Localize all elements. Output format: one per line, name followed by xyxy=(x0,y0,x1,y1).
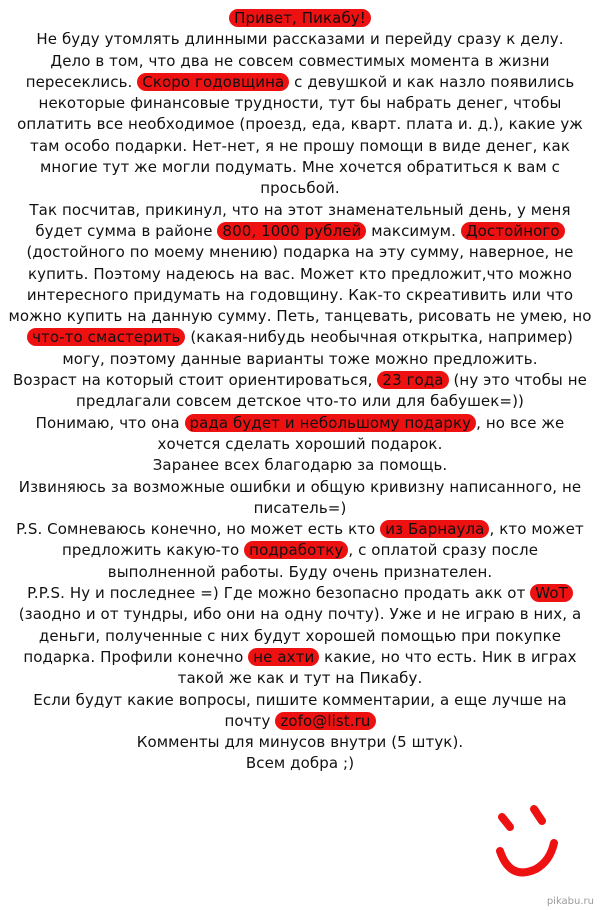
paragraph xyxy=(8,690,592,733)
highlighted-phrase: zofo@list.ru xyxy=(275,712,375,730)
highlighted-phrase: Достойного xyxy=(461,222,565,240)
paragraph xyxy=(8,583,592,689)
paragraph xyxy=(8,753,592,774)
paragraph xyxy=(8,29,592,50)
text-segment: Комменты для минусов внутри (5 штук). xyxy=(136,733,464,752)
paragraph xyxy=(8,200,592,370)
highlighted-phrase: Привет, Пикабу! xyxy=(229,9,371,27)
text-segment: , с оплатой сразу после выполненной работы. Буду очень признателен. xyxy=(107,541,539,581)
smiley-eye-left xyxy=(502,817,510,827)
text-segment: Если будут какие вопросы, пишите комментарии, а еще лучше на почту xyxy=(33,690,567,730)
highlighted-phrase: WoT xyxy=(530,584,573,602)
highlighted-phrase: не ахти xyxy=(248,648,319,666)
text-segment: какие, но что есть. Ник в играх такой же как и тут на Пикабу. xyxy=(177,647,577,688)
highlighted-phrase: 23 года xyxy=(377,371,448,389)
highlighted-phrase: из Барнаула xyxy=(380,520,489,538)
post-text xyxy=(8,8,592,775)
text-segment: Всем добра ;) xyxy=(245,754,355,773)
highlighted-phrase: Скоро годовщина xyxy=(137,73,289,91)
paragraph xyxy=(8,519,592,583)
text-segment: Понимаю, что она xyxy=(35,413,185,432)
text-segment: максимум. xyxy=(366,221,461,240)
text-segment: (ну это чтобы не предлагали совсем детское что-то или для бабушек=)) xyxy=(76,371,587,411)
text-segment: Заранее всех благодарю за помощь. xyxy=(152,456,448,475)
smiley-eye-right xyxy=(534,809,542,821)
paragraph xyxy=(8,477,592,520)
paragraph xyxy=(8,732,592,753)
smiley-mouth xyxy=(500,843,554,872)
paragraph xyxy=(8,8,592,29)
text-segment: (достойного по моему мнению) подарка на эту сумму, наверное, не купить. Поэтому надеюсь на вас. Может кто предложит,что можно интересного придумать на годовщину. Как-то скреативить или что можно купить на данную сумму. Петь, танцевать, рисовать не умею, но xyxy=(8,243,592,326)
text-segment: Так посчитав, прикинул, что на этот знаменательный день, у меня будет сумма в районе xyxy=(29,200,571,240)
text-segment: (какая-нибудь необычная открытка, например) могу, поэтому данные варианты тоже можно предложить. xyxy=(62,328,573,368)
text-segment: P.P.S. Ну и последнее =) Где можно безопасно продать акк от xyxy=(27,584,531,603)
text-segment: Не буду утомлять длинными рассказами и перейду сразу к делу. xyxy=(36,30,564,49)
highlighted-phrase: что-то смастерить xyxy=(27,328,185,346)
text-segment: , но все же хочется сделать хороший подарок. xyxy=(157,413,565,453)
smiley-face-icon xyxy=(492,805,560,885)
text-segment: , кто может предложить какую-то xyxy=(61,520,584,560)
watermark: pikabu.ru xyxy=(546,896,594,907)
text-segment: Дело в том, что два не совсем совместимых момента в жизни пересеклись. xyxy=(25,51,550,91)
paragraph xyxy=(8,455,592,476)
text-segment: (заодно и от тундры, ибо они на одну почту). Уже и не играю в них, а деньги, полученные с них будут хорошей помощью при покупке подарка. Профили конечно xyxy=(18,605,582,666)
paragraph xyxy=(8,51,592,200)
highlighted-phrase: подработку xyxy=(244,541,348,559)
text-segment: P.S. Сомневаюсь конечно, но может есть кто xyxy=(16,520,381,539)
highlighted-phrase: 800, 1000 рублей xyxy=(217,222,366,240)
paragraph xyxy=(8,370,592,413)
text-segment: Возраст на который стоит ориентироваться, xyxy=(13,371,378,390)
paragraph xyxy=(8,413,592,456)
text-segment: с девушкой и как назло появились некоторые финансовые трудности, тут бы набрать денег, чтобы оплатить все необходимое (проезд, еда, кварт. плата и. д.), какие уж там особо подарки. Нет-нет, я не прошу помощи в виде денег, как многие тут же могли подумать. Мне хочется обратиться к вам с просьбой. xyxy=(17,72,583,198)
highlighted-phrase: рада будет и небольшому подарку xyxy=(185,414,477,432)
text-segment: Извиняюсь за возможные ошибки и общую кривизну написанного, не писатель=) xyxy=(18,477,582,517)
